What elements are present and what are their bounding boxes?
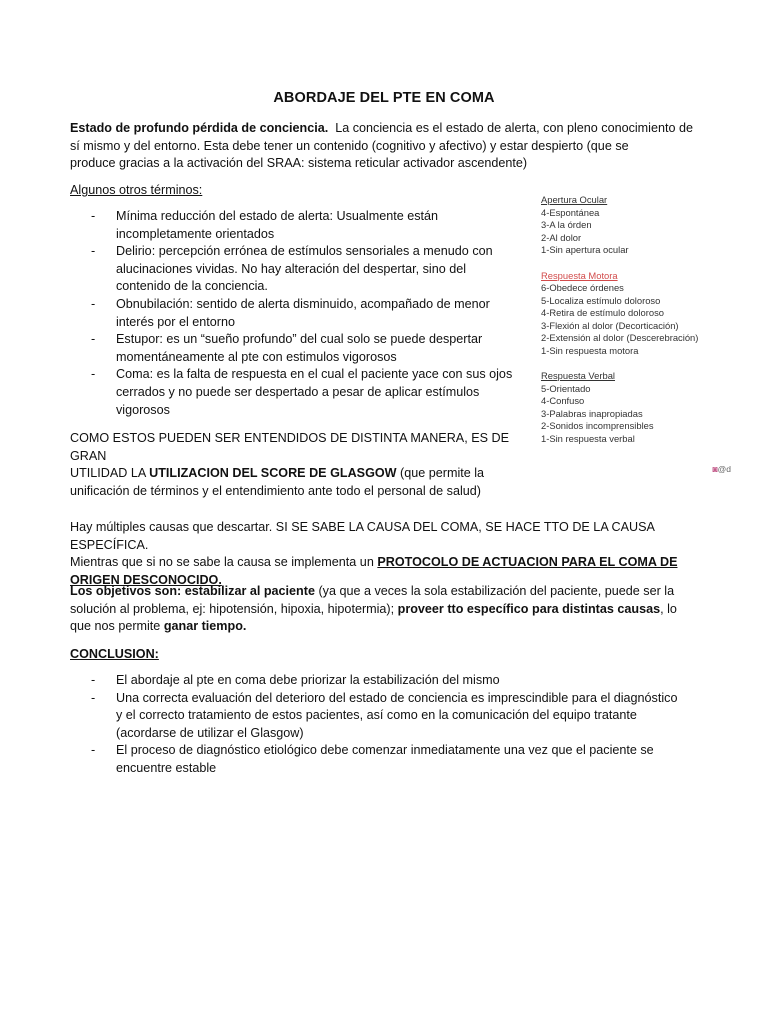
list-item: - Coma: es la falta de respuesta en el cual el paciente yace con sus ojos cerrados y no puede ser despertado a pesar de aplicar estímulos vigorosos xyxy=(91,367,513,417)
conclusion-heading: CONCLUSION: xyxy=(70,647,159,661)
conclusion-list-block xyxy=(70,672,710,778)
verbal-item: 3-Palabras inapropiadas xyxy=(541,407,643,419)
verbal-item: 5-Orientado xyxy=(541,382,591,394)
instagram-icon: ◙ xyxy=(712,463,718,474)
terms-list xyxy=(70,208,540,419)
list-item: - El abordaje al pte en coma debe priorizar la estabilización del mismo xyxy=(91,673,500,687)
intro-text: La conciencia es el estado de alerta, con pleno conocimiento de xyxy=(328,121,693,135)
verbal-item: 1-Sin respuesta verbal xyxy=(541,432,635,444)
motora-item: 4-Retira de estímulo doloroso xyxy=(541,307,664,318)
verbal-title: Respuesta Verbal xyxy=(541,370,616,381)
terms-heading: Algunos otros términos: xyxy=(70,183,203,197)
intro-line-3: produce gracias a la activación del SRAA: sistema reticular activador ascendente) xyxy=(70,156,528,171)
causes-line-1: Hay múltiples causas que descartar. SI SE SABE LA CAUSA DEL COMA, SE HACE TTO DE LA CAUSA ESPECÍFICA. xyxy=(70,520,655,552)
motora-item: 5-Localiza estímulo doloroso xyxy=(541,294,661,306)
conclusion-list xyxy=(70,672,710,778)
list-item: - Obnubilación: sentido de alerta disminuido, acompañado de menor interés por el entorno xyxy=(91,296,490,329)
intro-line-1 xyxy=(70,120,710,138)
motora-item: 2-Extensión al dolor (Descerebración) xyxy=(541,332,699,343)
verbal-item: 4-Confuso xyxy=(541,395,585,406)
objectives-paragraph xyxy=(70,583,710,636)
motora-item: 1-Sin respuesta motora xyxy=(541,344,639,356)
objectives-line-2: solución al problema, ej: hipotensión, hipoxia, hipotermia); proveer tto específico para distintas causas, lo xyxy=(70,601,677,616)
objectives-line-3: que nos permite ganar tiempo. xyxy=(70,619,247,634)
verbal-item: 2-Sonidos incomprensibles xyxy=(541,420,654,431)
glasgow-note xyxy=(70,430,540,500)
ocular-item: 2-Al dolor xyxy=(541,231,582,243)
ocular-item: 3-A la órden xyxy=(541,219,592,230)
list-item: - Una correcta evaluación del deterioro del estado de conciencia es imprescindible para el diagnóstico y el correcto tratamiento de estos pacientes, así como en la comunicación del equipo tratante (acordarse de utilizar el Glasgow) xyxy=(91,690,678,740)
list-item: - Mínima reducción del estado de alerta: Usualmente están incompletamente orientados xyxy=(91,209,439,241)
list-item: - El proceso de diagnóstico etiológico debe comenzar inmediatamente una vez que el paciente se encuentre estable xyxy=(91,743,654,775)
causes-line-3: ORIGEN DESCONOCIDO. xyxy=(70,572,222,587)
list-item: - Estupor: es un “sueño profundo” del cual solo se puede despertar momentáneamente al pte con estimulos vigorosos xyxy=(91,332,483,364)
terms-heading-block xyxy=(70,182,202,200)
glasgow-note-line-1: COMO ESTOS PUEDEN SER ENTENDIDOS DE DISTINTA MANERA, ES DE GRAN xyxy=(70,431,509,463)
motora-item: 6-Obedece órdenes xyxy=(541,282,624,293)
ocular-item: 4-Espontánea xyxy=(541,206,600,218)
glasgow-note-line-2: UTILIDAD LA UTILIZACION DEL SCORE DE GLASGOW (que permite la xyxy=(70,466,485,481)
page-title: ABORDAJE DEL PTE EN COMA xyxy=(273,90,495,106)
intro-paragraph xyxy=(70,120,710,173)
glasgow-note-line-3: unificación de términos y el entendimiento ante todo el personal de salud) xyxy=(70,483,481,498)
objectives-line-1: Los objetivos son: estabilizar al paciente (ya que a veces la sola estabilización del paciente, puede ser la xyxy=(70,584,675,598)
motora-title: Respuesta Motora xyxy=(541,269,618,281)
conclusion-heading-block xyxy=(70,646,159,664)
causes-line-2: Mientras que si no se sabe la causa se implementa un PROTOCOLO DE ACTUACION PARA EL COMA DE xyxy=(70,555,678,570)
terms-list-block xyxy=(70,208,540,419)
ocular-title: Apertura Ocular xyxy=(541,194,608,205)
intro-line-2: sí mismo y del entorno. Esta debe tener un contenido (cognitivo y afectivo) y estar despierto (que se xyxy=(70,138,629,153)
glasgow-scale-panel xyxy=(541,192,733,480)
motora-item: 3-Flexión al dolor (Decorticación) xyxy=(541,319,679,331)
list-item: - Delirio: percepción errónea de estímulos sensoriales a menudo con alucinaciones vividas. No hay alteración del despertar, sino del contenido de la conciencia. xyxy=(91,244,493,294)
intro-bold: Estado de profundo pérdida de conciencia. xyxy=(70,121,329,135)
causes-paragraph xyxy=(70,519,710,589)
watermark: ◙@d xyxy=(712,463,731,474)
ocular-item: 1-Sin apertura ocular xyxy=(541,244,629,255)
